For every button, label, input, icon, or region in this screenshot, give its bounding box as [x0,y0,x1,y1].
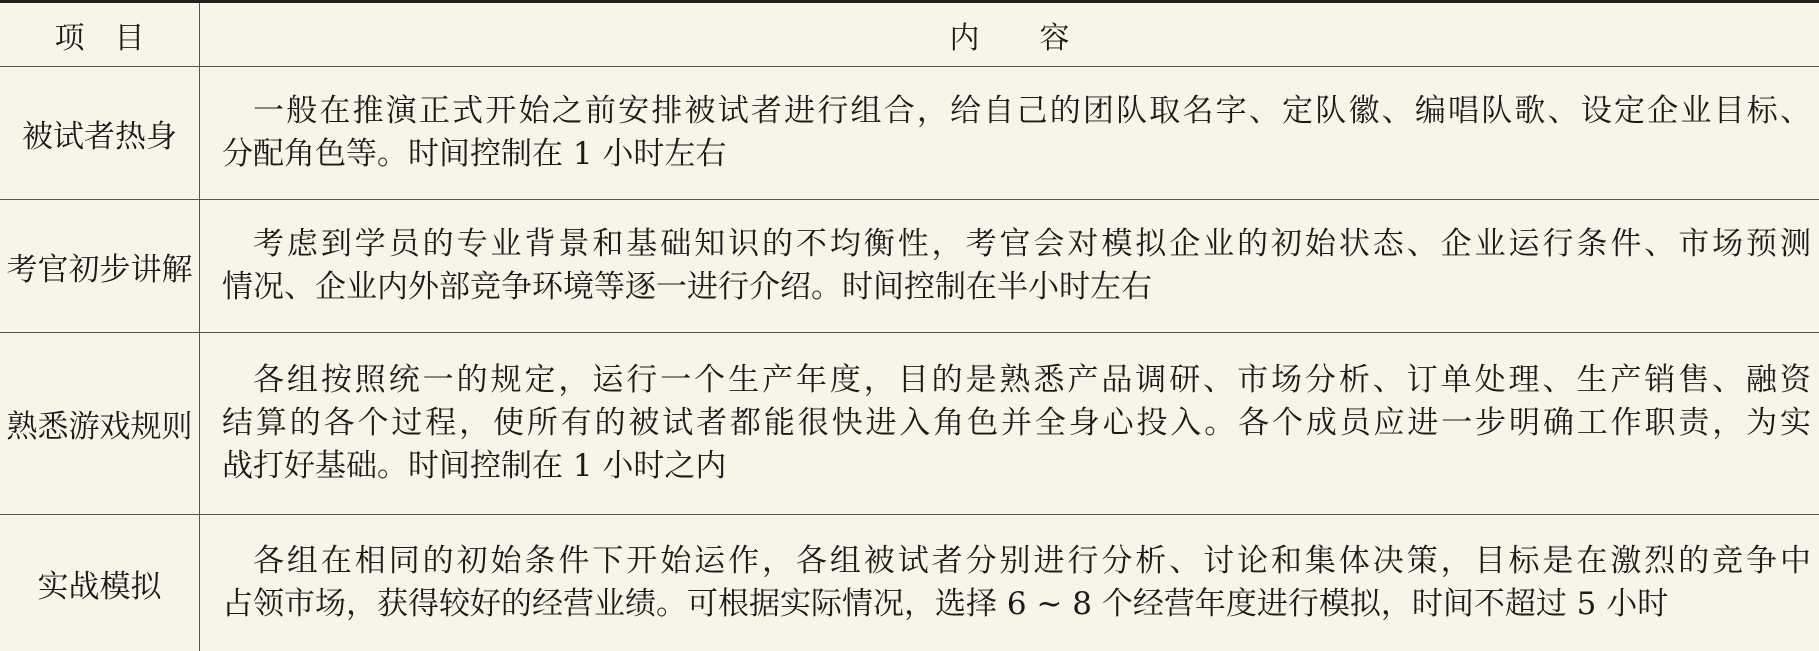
row-label-rules: 熟悉游戏规则 [0,333,200,515]
row-content-briefing [200,200,1819,333]
row-label-simulation: 实战模拟 [0,515,200,651]
row-content-simulation [200,515,1819,651]
header-content: 内 容 [200,3,1819,67]
row-content-warmup [200,67,1819,200]
content-line: 结算的各个过程，使所有的被试者都能很快进入角色并全身心投入。各个成员应进一步明确工作职责，为实 [222,405,1811,441]
row-label-briefing: 考官初步讲解 [0,200,200,333]
content-line: 一般在推演正式开始之前安排被试者进行组合，给自己的团队取名字、定队徽、编唱队歌、设定企业目标、 [253,93,1811,129]
content-line: 情况、企业内外部竞争环境等逐一进行介绍。时间控制在半小时左右 [222,269,1152,305]
content-line: 占领市场，获得较好的经营业绩。可根据实际情况，选择 6 ~ 8 个经营年度进行模拟，时间不超过 5 小时 [222,586,1669,622]
content-line: 分配角色等。时间控制在 1 小时左右 [222,136,727,172]
content-line: 考虑到学员的专业背景和基础知识的不均衡性，考官会对模拟企业的初始状态、企业运行条件、市场预测 [253,226,1811,262]
row-label-warmup: 被试者热身 [0,67,200,200]
content-line: 各组按照统一的规定，运行一个生产年度，目的是熟悉产品调研、市场分析、订单处理、生产销售、融资 [253,362,1811,398]
row-content-rules [200,333,1819,515]
content-line: 各组在相同的初始条件下开始运作，各组被试者分别进行分析、讨论和集体决策，目标是在激烈的竞争中 [253,543,1811,579]
content-line: 战打好基础。时间控制在 1 小时之内 [222,448,727,484]
header-item: 项 目 [0,3,200,67]
